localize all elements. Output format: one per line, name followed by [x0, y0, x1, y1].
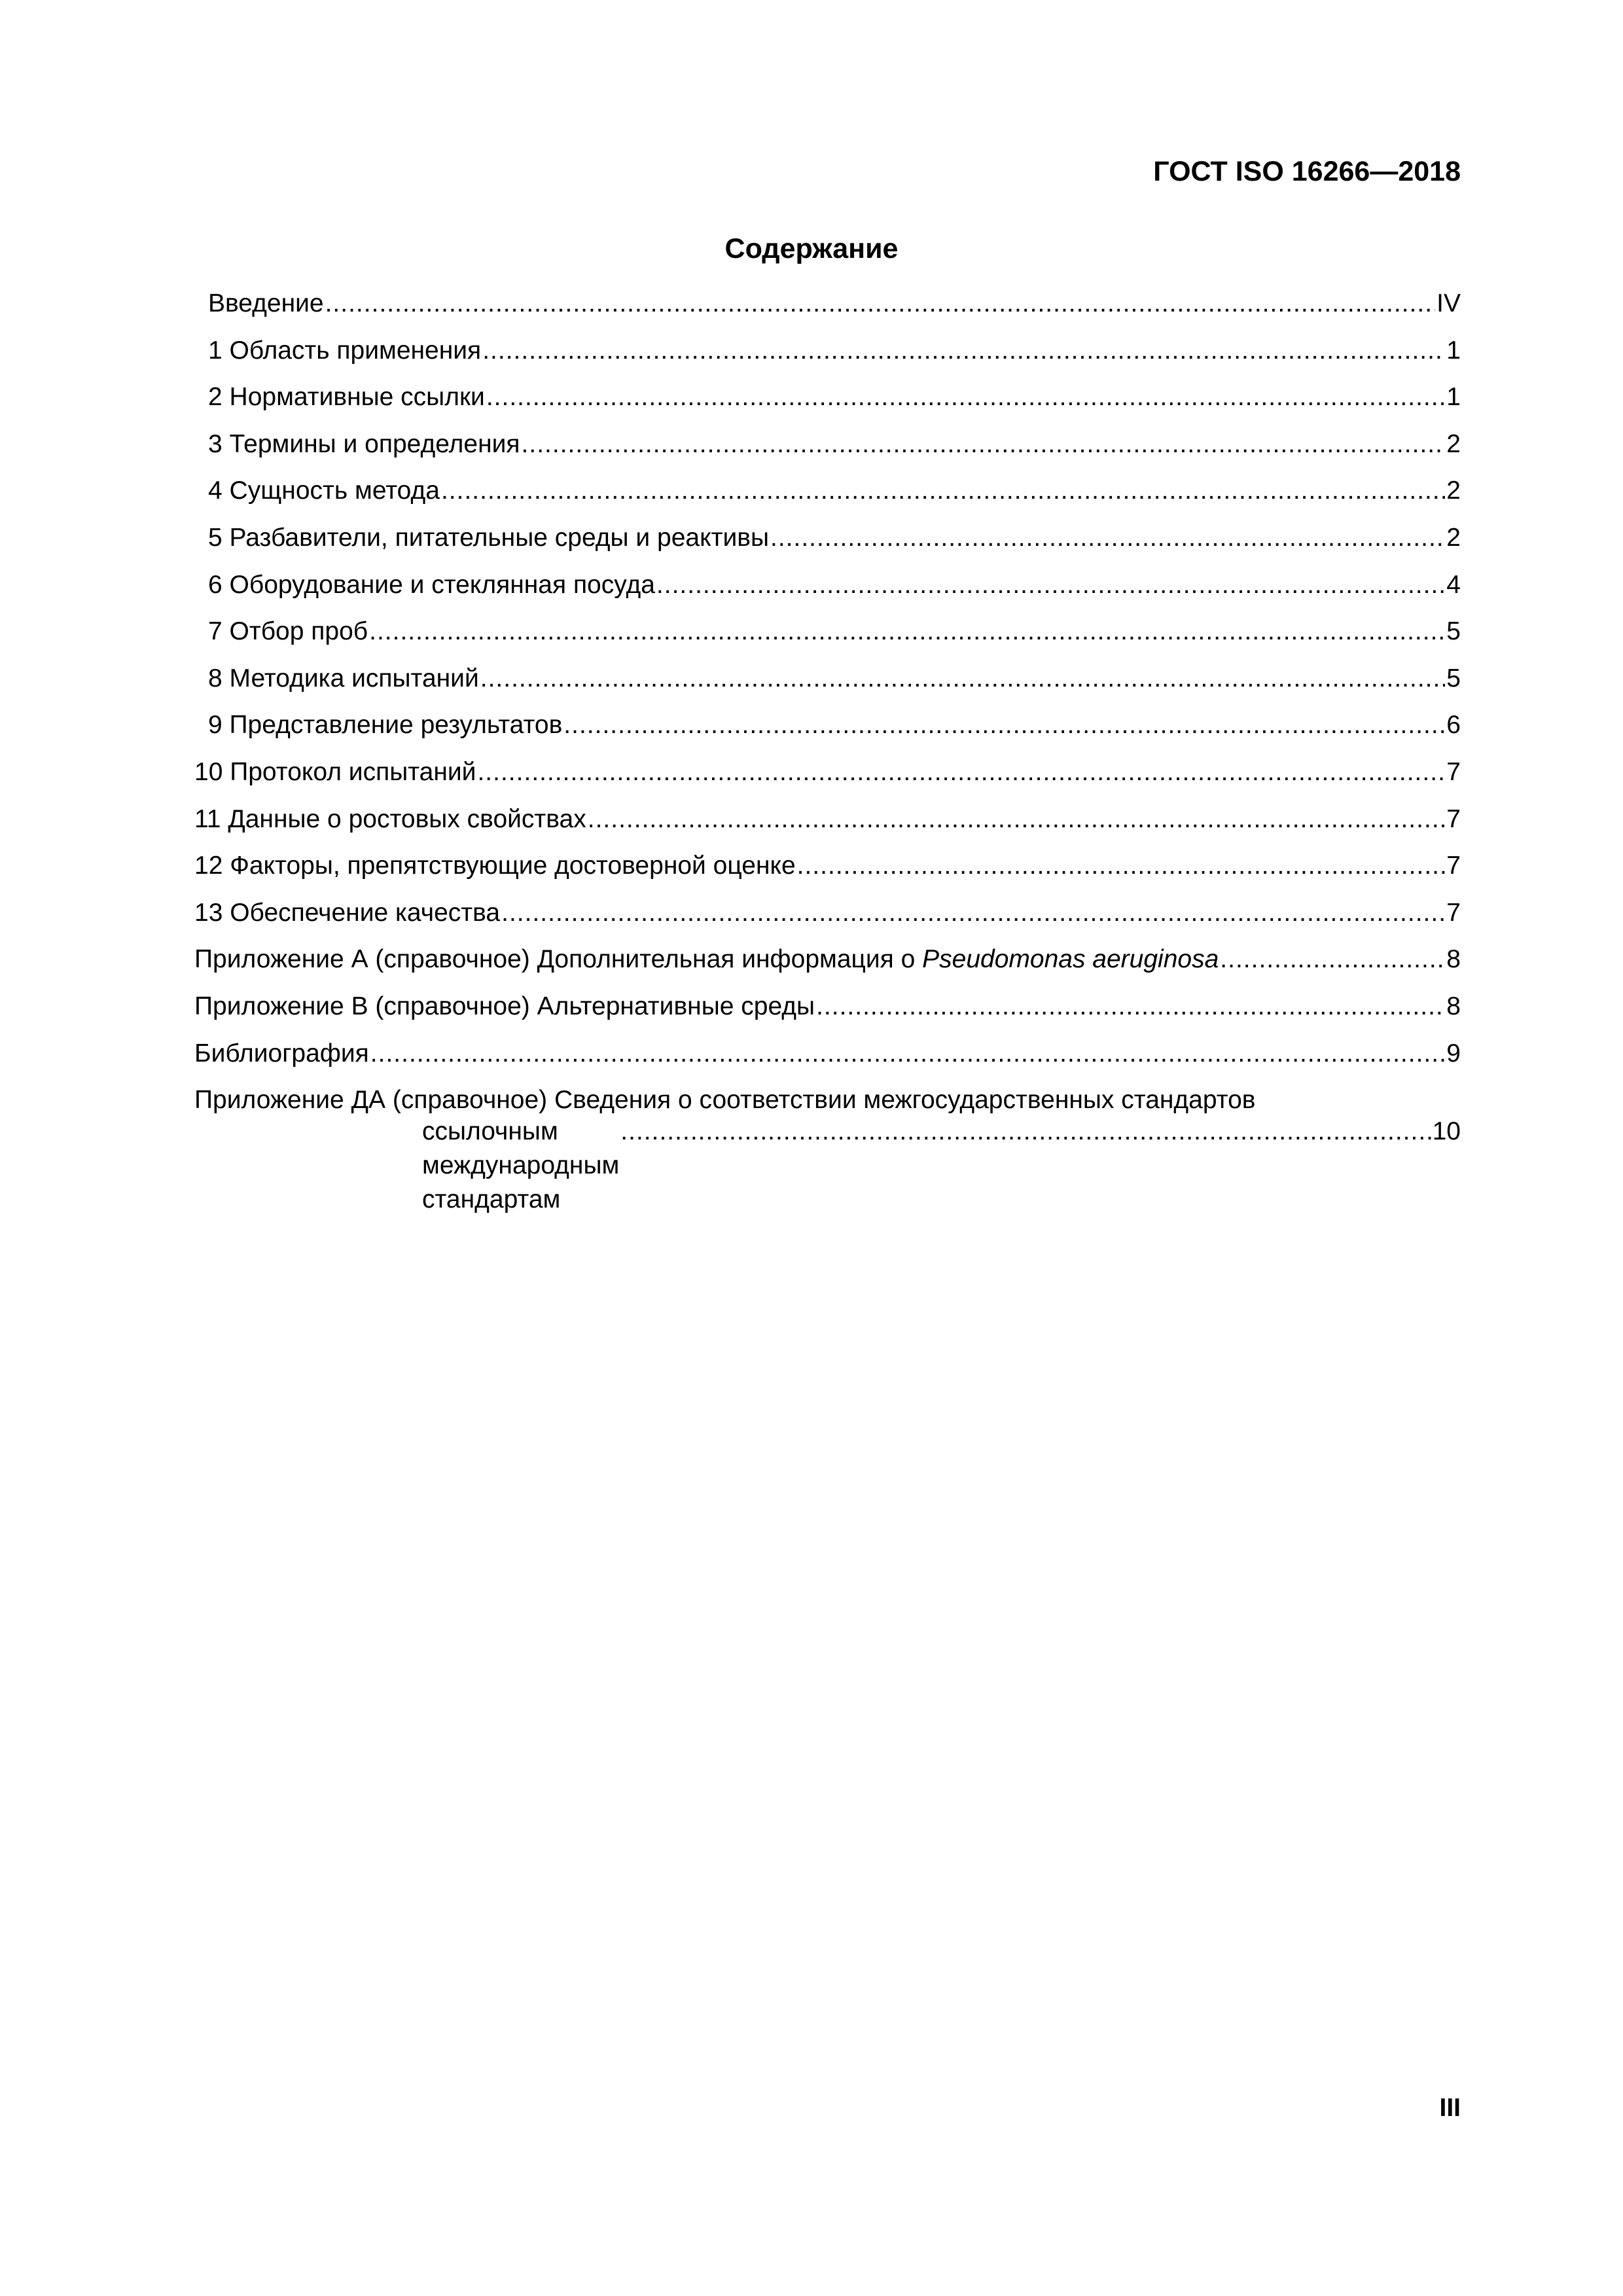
- toc-entry-10[interactable]: [194, 755, 1461, 802]
- toc-leader-dots: [1220, 942, 1445, 977]
- toc-leader-dots: [816, 990, 1445, 1024]
- toc-entry-label-cont: ссылочным международным стандартам: [422, 1117, 620, 1214]
- toc-entry-page: IV: [1436, 289, 1461, 317]
- toc-entry-label: Приложение В (справочное) Альтернативные среды: [194, 992, 815, 1020]
- toc-leader-dots: [563, 708, 1445, 742]
- toc-entry-label: 1 Область применения: [208, 336, 482, 365]
- toc-entry-page: 1: [1446, 336, 1461, 365]
- toc-entry-page: 8: [1446, 945, 1461, 974]
- document-code: ГОСТ ISO 16266—2018: [1153, 156, 1461, 187]
- toc-entry-annex-a[interactable]: [194, 942, 1461, 990]
- toc-entry-page: 2: [1446, 476, 1461, 505]
- toc-entry-label: 11 Данные о ростовых свойствах: [194, 804, 586, 833]
- toc-title: Содержание: [724, 233, 899, 264]
- toc-entry-label: 5 Разбавители, питательные среды и реактивы: [208, 523, 769, 552]
- page-folio: III: [1439, 2094, 1461, 2122]
- toc-leader-dots: [501, 896, 1445, 930]
- toc-entry-page: 7: [1446, 852, 1461, 880]
- toc-entry-12[interactable]: [194, 849, 1461, 896]
- toc-entry-label: 4 Сущность метода: [208, 476, 440, 505]
- toc-entry-11[interactable]: [194, 802, 1461, 850]
- toc-leader-dots: [482, 334, 1445, 368]
- toc-entry-7[interactable]: [194, 615, 1461, 662]
- toc-leader-dots: [620, 1115, 1431, 1149]
- toc-entry-label: 6 Оборудование и стеклянная посуда: [208, 570, 655, 599]
- toc-leader-dots: [797, 849, 1446, 883]
- toc-entry-label: Введение: [208, 289, 324, 317]
- toc-entry-label: 12 Факторы, препятствующие достоверной оценке: [194, 852, 796, 880]
- toc-entry-5[interactable]: [194, 521, 1461, 568]
- toc-entry-page: 2: [1446, 429, 1461, 458]
- toc-entry-page: 9: [1446, 1039, 1461, 1067]
- toc-entry-bibliography[interactable]: [194, 1037, 1461, 1084]
- toc-entry-page: 5: [1446, 664, 1461, 692]
- toc-entry-label: [194, 942, 1219, 977]
- toc-entry-annex-b[interactable]: [194, 990, 1461, 1037]
- toc-entry-2[interactable]: [194, 380, 1461, 427]
- toc-entry-label: 9 Представление результатов: [208, 711, 563, 740]
- toc-entry-label: 2 Нормативные ссылки: [208, 383, 485, 412]
- toc-leader-dots: [486, 380, 1445, 414]
- toc-entry-page: 5: [1446, 617, 1461, 646]
- toc-entry-page: 2: [1446, 523, 1461, 552]
- toc-leader-dots: [770, 521, 1445, 555]
- toc-entry-page: 4: [1446, 570, 1461, 599]
- toc-entry-label: 8 Методика испытаний: [208, 664, 479, 692]
- toc-entry-4[interactable]: [194, 474, 1461, 521]
- toc-entry-8[interactable]: [194, 662, 1461, 709]
- toc-entry-label: 7 Отбор проб: [208, 617, 368, 646]
- toc-leader-dots: [480, 662, 1446, 696]
- toc-entry-label: Приложение ДА (справочное) Сведения о соответствии межгосударственных стандартов: [194, 1086, 1256, 1115]
- toc-entry-3[interactable]: [194, 427, 1461, 475]
- toc-leader-dots: [369, 615, 1445, 649]
- toc-entry-1[interactable]: [194, 334, 1461, 381]
- toc-leader-dots: [477, 755, 1445, 789]
- toc-entry-label: 13 Обеспечение качества: [194, 898, 501, 927]
- toc-entry-page: 7: [1446, 804, 1461, 833]
- toc-entry-9[interactable]: [194, 708, 1461, 755]
- toc-leader-dots: [325, 287, 1436, 321]
- toc-leader-dots: [441, 474, 1445, 508]
- toc-entry-label: 3 Термины и определения: [208, 429, 520, 458]
- toc-entry-annex-da[interactable]: [194, 1083, 1461, 1217]
- toc-entry-label-text: Приложение А (справочное) Дополнительная информация о: [194, 945, 923, 974]
- toc-entry-page: 8: [1446, 992, 1461, 1020]
- toc-leader-dots: [522, 427, 1446, 461]
- toc-entry-introduction[interactable]: [194, 287, 1461, 334]
- table-of-contents: [194, 287, 1461, 1217]
- toc-entry-label: 10 Протокол испытаний: [194, 757, 476, 786]
- toc-entry-continuation: [194, 1115, 1461, 1217]
- toc-entry-page: 7: [1446, 757, 1461, 786]
- toc-leader-dots: [370, 1037, 1446, 1071]
- toc-entry-page: 1: [1446, 383, 1461, 412]
- toc-entry-label-species: Pseudomonas aeruginosa: [922, 945, 1219, 974]
- toc-entry-13[interactable]: [194, 896, 1461, 943]
- toc-entry-page: 10: [1432, 1117, 1461, 1146]
- toc-leader-dots: [588, 802, 1446, 836]
- toc-leader-dots: [656, 568, 1445, 602]
- toc-entry-page: 7: [1446, 898, 1461, 927]
- toc-entry-6[interactable]: [194, 568, 1461, 615]
- toc-entry-label: Библиография: [194, 1039, 369, 1067]
- toc-entry-page: 6: [1446, 711, 1461, 740]
